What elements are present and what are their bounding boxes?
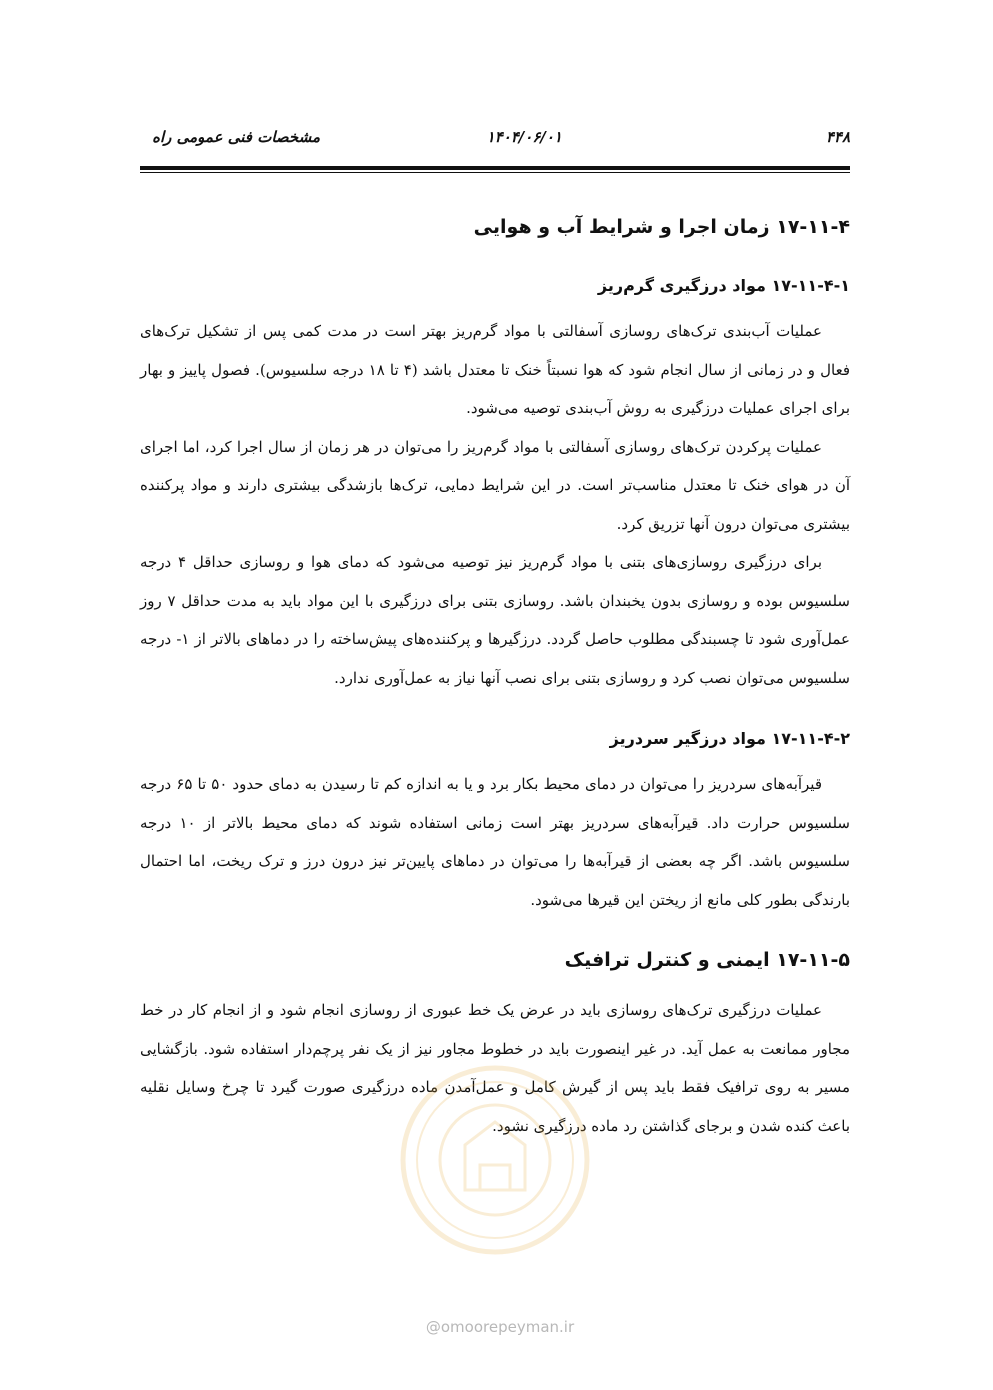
section-heading: ۱۷-۱۱-۴ زمان اجرا و شرایط آب و هوایی xyxy=(473,216,850,238)
watermark-url: @omoorepeyman.ir xyxy=(425,1318,575,1336)
page-number: ۴۴۸ xyxy=(825,128,850,146)
watermark-seal-icon xyxy=(395,1060,595,1260)
section-heading-safety: ۱۷-۱۱-۵ ایمنی و کنترل ترافیک xyxy=(564,949,850,971)
spacer xyxy=(140,919,850,945)
subsection-heading-hot-pour: ۱۷-۱۱-۴-۱ مواد درزگیری گرم‌ریز xyxy=(597,276,850,295)
paragraph: عملیات درزگیری ترک‌های روسازی باید در عرض یک خط عبوری از روسازی انجام شود و از انجام کار در خط مجاور ممانعت به عمل آید. در غیر اینصورت باید در خطوط مجاور نیز از یک نفر پرچم‌دار استفاده شود. بازگشایی مسیر به روی ترافیک فقط باید پس از گیرش کامل و عمل‌آمدن ماده درزگیری صورت گیرد تا چرخ وسایل نقلیه باعث کنده شدن و برجای گذاشتن رد ماده درزگیری نشود. xyxy=(140,1001,850,1135)
page-header xyxy=(140,128,850,154)
paragraph: عملیات آب‌بندی ترک‌های روسازی آسفالتی با مواد گرم‌ریز بهتر است در مدت کمی پس از تشکیل ترک‌های فعال و در زمانی از سال انجام شود که هوا نسبتاً خنک تا معتدل باشد (۴ تا ۱۸ درجه سلسیوس). فصول پاییز و بهار برای اجرای عملیات درزگیری به روش آب‌بندی توصیه می‌شود. xyxy=(140,322,850,417)
paragraph: قیرآبه‌های سردریز را می‌توان در دمای محیط بکار برد و یا به اندازه کم تا رسیدن به دمای حدود ۵۰ تا ۶۵ درجه سلسیوس حرارت داد. قیرآبه‌های سردریز بهتر است زمانی استفاده شوند که دمای محیط بالاتر از ۱۰ درجه سلسیوس باشد. اگر چه بعضی از قیرآبه‌ها را می‌توان در دماهای پایین‌تر نیز درون درز و ترک ریخت، اما احتمال بارندگی بطور کلی مانع از ریختن این قیرها می‌شود. xyxy=(140,775,850,909)
header-date: ۱۴۰۴/۰۶/۰۱ xyxy=(486,128,562,146)
paragraph: عملیات پرکردن ترک‌های روسازی آسفالتی با مواد گرم‌ریز را می‌توان در هر زمان از سال اجرا کرد، اما اجرای آن در هوای خنک تا معتدل مناسب‌تر است. در این شرایط دمایی، ترک‌ها بازشدگی بیشتری دارند و مواد پرکننده بیشتری می‌توان درون آنها تزریق کرد. xyxy=(140,437,850,533)
header-title: مشخصات فنی عمومی راه xyxy=(152,128,320,146)
subsection-heading-cold-pour: ۱۷-۱۱-۴-۲ مواد درزگیر سردریز xyxy=(609,729,850,748)
header-rule-thick xyxy=(140,166,850,170)
paragraph: برای درزگیری روسازی‌های بتنی با مواد گرم‌ریز نیز توصیه می‌شود که دمای هوا و روسازی حداقل ۴ درجه سلسیوس بوده و روسازی بدون یخبندان باشد. روسازی بتنی برای درزگیری با این مواد باید به مدت حداقل ۷ روز عمل‌آوری شود تا چسبندگی مطلوب حاصل گردد. درزگیرها و پرکننده‌های پیش‌ساخته را در دماهای بالاتر از ۱- درجه سلسیوس می‌توان نصب کرد و روسازی بتنی برای نصب آنها نیاز به عمل‌آوری ندارد. xyxy=(140,553,850,687)
page-content xyxy=(140,212,850,1145)
spacer xyxy=(140,697,850,725)
header-rule-thin xyxy=(140,172,850,173)
